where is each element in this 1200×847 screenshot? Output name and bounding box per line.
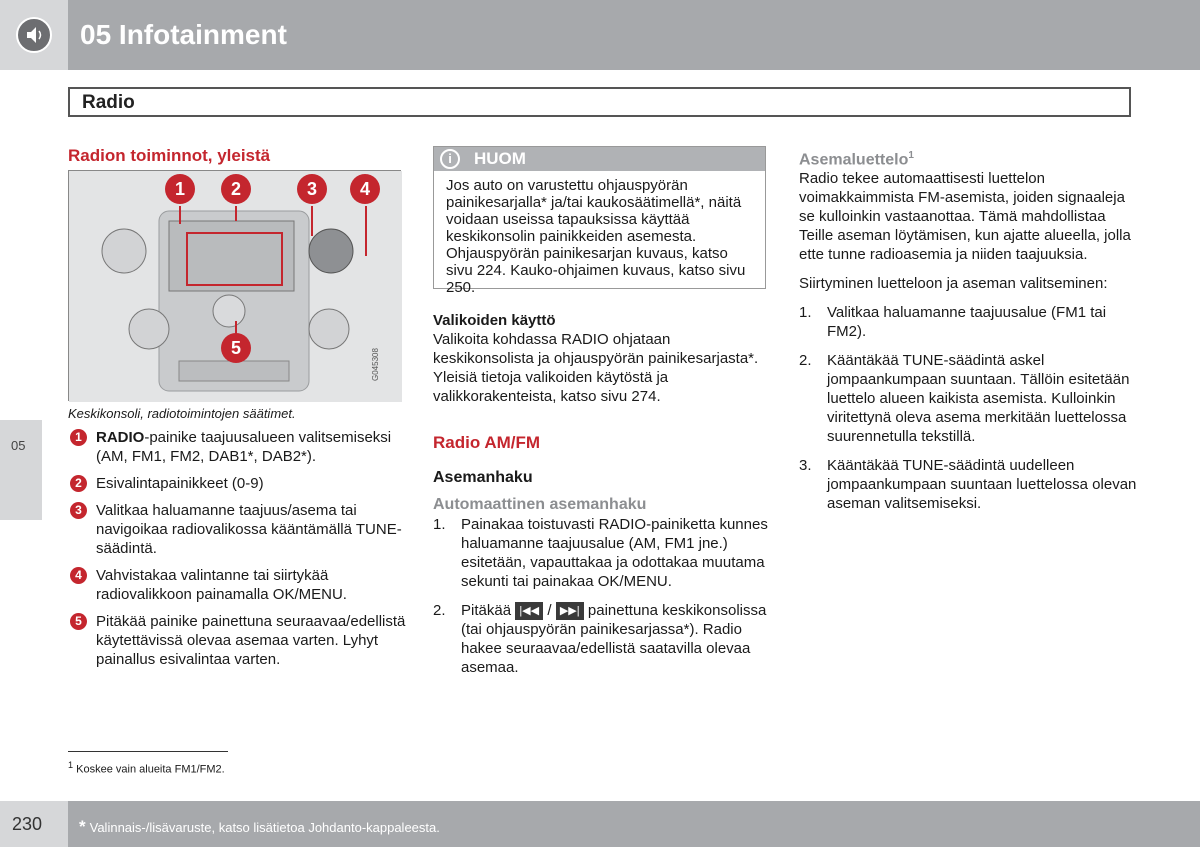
note-title: HUOM	[474, 149, 526, 168]
step-text: Valitkaa haluamanne taajuusalue (FM1 tai FM2).	[827, 304, 1107, 341]
callout-badge-4: 4	[350, 174, 380, 204]
info-icon: i	[440, 149, 460, 169]
station-list-heading	[799, 146, 1139, 169]
item-text: Vahvistakaa valintanne tai siirtykää radiovalikkoon painamalla OK/MENU.	[96, 567, 347, 603]
step-sep: /	[547, 602, 552, 619]
auto-search-heading: Automaattinen asemanhaku	[433, 496, 647, 513]
number-badge: 2	[70, 475, 87, 492]
chapter-title: 05 Infotainment	[80, 19, 287, 50]
list-item: 1. Painakaa toistuvasti RADIO-painiketta kunnes haluamanne taajuusalue (AM, FM1 jne.) esitetään, vapauttakaa ja odottakaa muutama sekunti tai painakaa OK/MENU.	[433, 516, 768, 590]
footnote-number: 1	[68, 760, 74, 770]
item-text: -painike taajuusalueen valitsemiseksi (AM, FM1, FM2, DAB1*, DAB2*).	[96, 429, 392, 465]
list-item	[68, 501, 408, 558]
col1-heading: Radion toiminnot, yleistä	[68, 146, 271, 165]
list-item	[68, 428, 408, 466]
item-text: Valitkaa haluamanne taajuus/asema tai navigoikaa radiovalikossa kääntämällä TUNE-säädintä.	[96, 502, 402, 557]
step-text-b: painettuna keskikonsolissa (tai ohjauspyörän painikesarjassa*). Radio hakee seuraavaa/edellistä saatavilla olevaa asemaa.	[461, 602, 767, 677]
asterisk: *	[79, 817, 86, 836]
footnote-text: Koskee vain alueita FM1/FM2.	[76, 763, 225, 776]
step-text-a: Pitäkää	[461, 602, 512, 619]
menu-section	[433, 311, 773, 406]
side-tab-label: 05	[11, 438, 26, 453]
station-list-text: Radio tekee automaattisesti luettelon voimakkaimmista FM-asemista, joiden signaaleja se kulloinkin vastaanottaa. Tämä mahdollistaa Teille aseman löytämisen, kun ajatte alueella, jolla ette tunne radioasemia ja niiden taajuuksia.	[799, 170, 1131, 264]
callout-badge-5: 5	[221, 333, 251, 363]
footnote	[68, 760, 225, 776]
station-list-intro: Siirtyminen luetteloon ja aseman valitseminen:	[799, 275, 1108, 293]
note-text: Jos auto on varustettu ohjauspyörän painikesarjalla* ja/tai kaukosäätimellä*, näitä voidaan useissa tapauksissa käyttää keskikonsolin painikkeiden asemesta. Ohjauspyörän painikesarjan kuvaus, katso sivu 224. Kauko-ohjaimen kuvaus, katso sivu 250.	[446, 177, 746, 296]
number-badge: 4	[70, 567, 87, 584]
skip-forward-icon: ▶▶|	[556, 602, 584, 620]
item-text: Pitäkää painike painettuna seuraavaa/edellistä käytettävissä olevaa asemaa varten. Lyhyt painallus esivalintaa varten.	[96, 613, 406, 668]
callout-badge-3: 3	[297, 174, 327, 204]
item-bold: RADIO	[96, 429, 145, 446]
list-item	[68, 474, 408, 493]
auto-search-steps	[433, 515, 773, 687]
skip-back-icon: |◀◀	[515, 602, 543, 620]
step-text: Kääntäkää TUNE-säädintä uudelleen jompaankumpaan suuntaan luettelossa olevan aseman valitsemiseksi.	[827, 457, 1137, 513]
footer-note-text: Valinnais-/lisävaruste, katso lisätietoa Johdanto-kappaleesta.	[89, 820, 440, 835]
step-text: Kääntäkää TUNE-säädintä askel jompaankumpaan suuntaan. Tällöin esitetään luettelo alueen kaikista asemista. Kulloinkin viritettynä oleva asema merkitään luettelossa suurennetulla tekstillä.	[827, 352, 1130, 446]
footnote-divider	[68, 751, 228, 752]
section-title: Radio	[82, 92, 135, 113]
item-text: Esivalintapainikkeet (0-9)	[96, 475, 264, 492]
footnote-ref: 1	[908, 150, 914, 161]
chapter-side-tab	[0, 420, 42, 520]
search-heading: Asemanhaku	[433, 469, 533, 486]
controls-list	[68, 428, 408, 677]
note-box	[433, 146, 766, 296]
station-list-section	[799, 146, 1139, 523]
station-list-title: Asemaluettelo	[799, 151, 909, 169]
center-console-figure	[68, 170, 401, 401]
note-header	[434, 147, 765, 171]
list-item: 2. Kääntäkää TUNE-säädintä askel jompaankumpaan suuntaan. Tällöin esitetään luettelo alueen kaikista asemista. Kulloinkin viritettynä oleva asema merkitään luettelossa suurennetulla tekstillä.	[799, 352, 1130, 446]
list-item	[68, 612, 408, 669]
figure-code: G045308	[371, 348, 380, 381]
speaker-icon	[16, 17, 52, 53]
number-badge: 5	[70, 613, 87, 630]
list-item: 3. Kääntäkää TUNE-säädintä uudelleen jompaankumpaan suuntaan luettelossa olevan aseman valitsemiseksi.	[799, 457, 1137, 513]
callout-badge-1: 1	[165, 174, 195, 204]
step-text: Painakaa toistuvasti RADIO-painiketta kunnes haluamanne taajuusalue (AM, FM1 jne.) esitetään, vapauttakaa ja odottakaa muutama sekunti tai painakaa OK/MENU.	[461, 516, 768, 590]
station-list-steps	[799, 303, 1139, 513]
menu-text: Valikoita kohdassa RADIO ohjataan keskikonsolista ja ohjauspyörän painikesarjasta*. Yleisiä tietoja valikoiden käytöstä ja valikkorakenteista, katso sivu 274.	[433, 331, 759, 405]
list-item	[68, 566, 408, 604]
figure-caption: Keskikonsoli, radiotoimintojen säätimet.	[68, 406, 296, 421]
number-badge: 1	[70, 429, 87, 446]
footer-note	[79, 817, 440, 837]
list-item: 2. Pitäkää |◀◀ / ▶▶| painettuna keskikonsolissa (tai ohjauspyörän painikesarjassa*). Radio hakee seuraavaa/edellistä saatavilla olevaa asemaa.	[433, 602, 767, 677]
callout-badge-2: 2	[221, 174, 251, 204]
page-number: 230	[12, 814, 43, 834]
amfm-heading: Radio AM/FM	[433, 433, 541, 452]
list-item: 1. Valitkaa haluamanne taajuusalue (FM1 tai FM2).	[799, 304, 1107, 341]
section-title-bar	[68, 87, 1131, 117]
number-badge: 3	[70, 502, 87, 519]
menu-heading: Valikoiden käyttö	[433, 312, 556, 329]
